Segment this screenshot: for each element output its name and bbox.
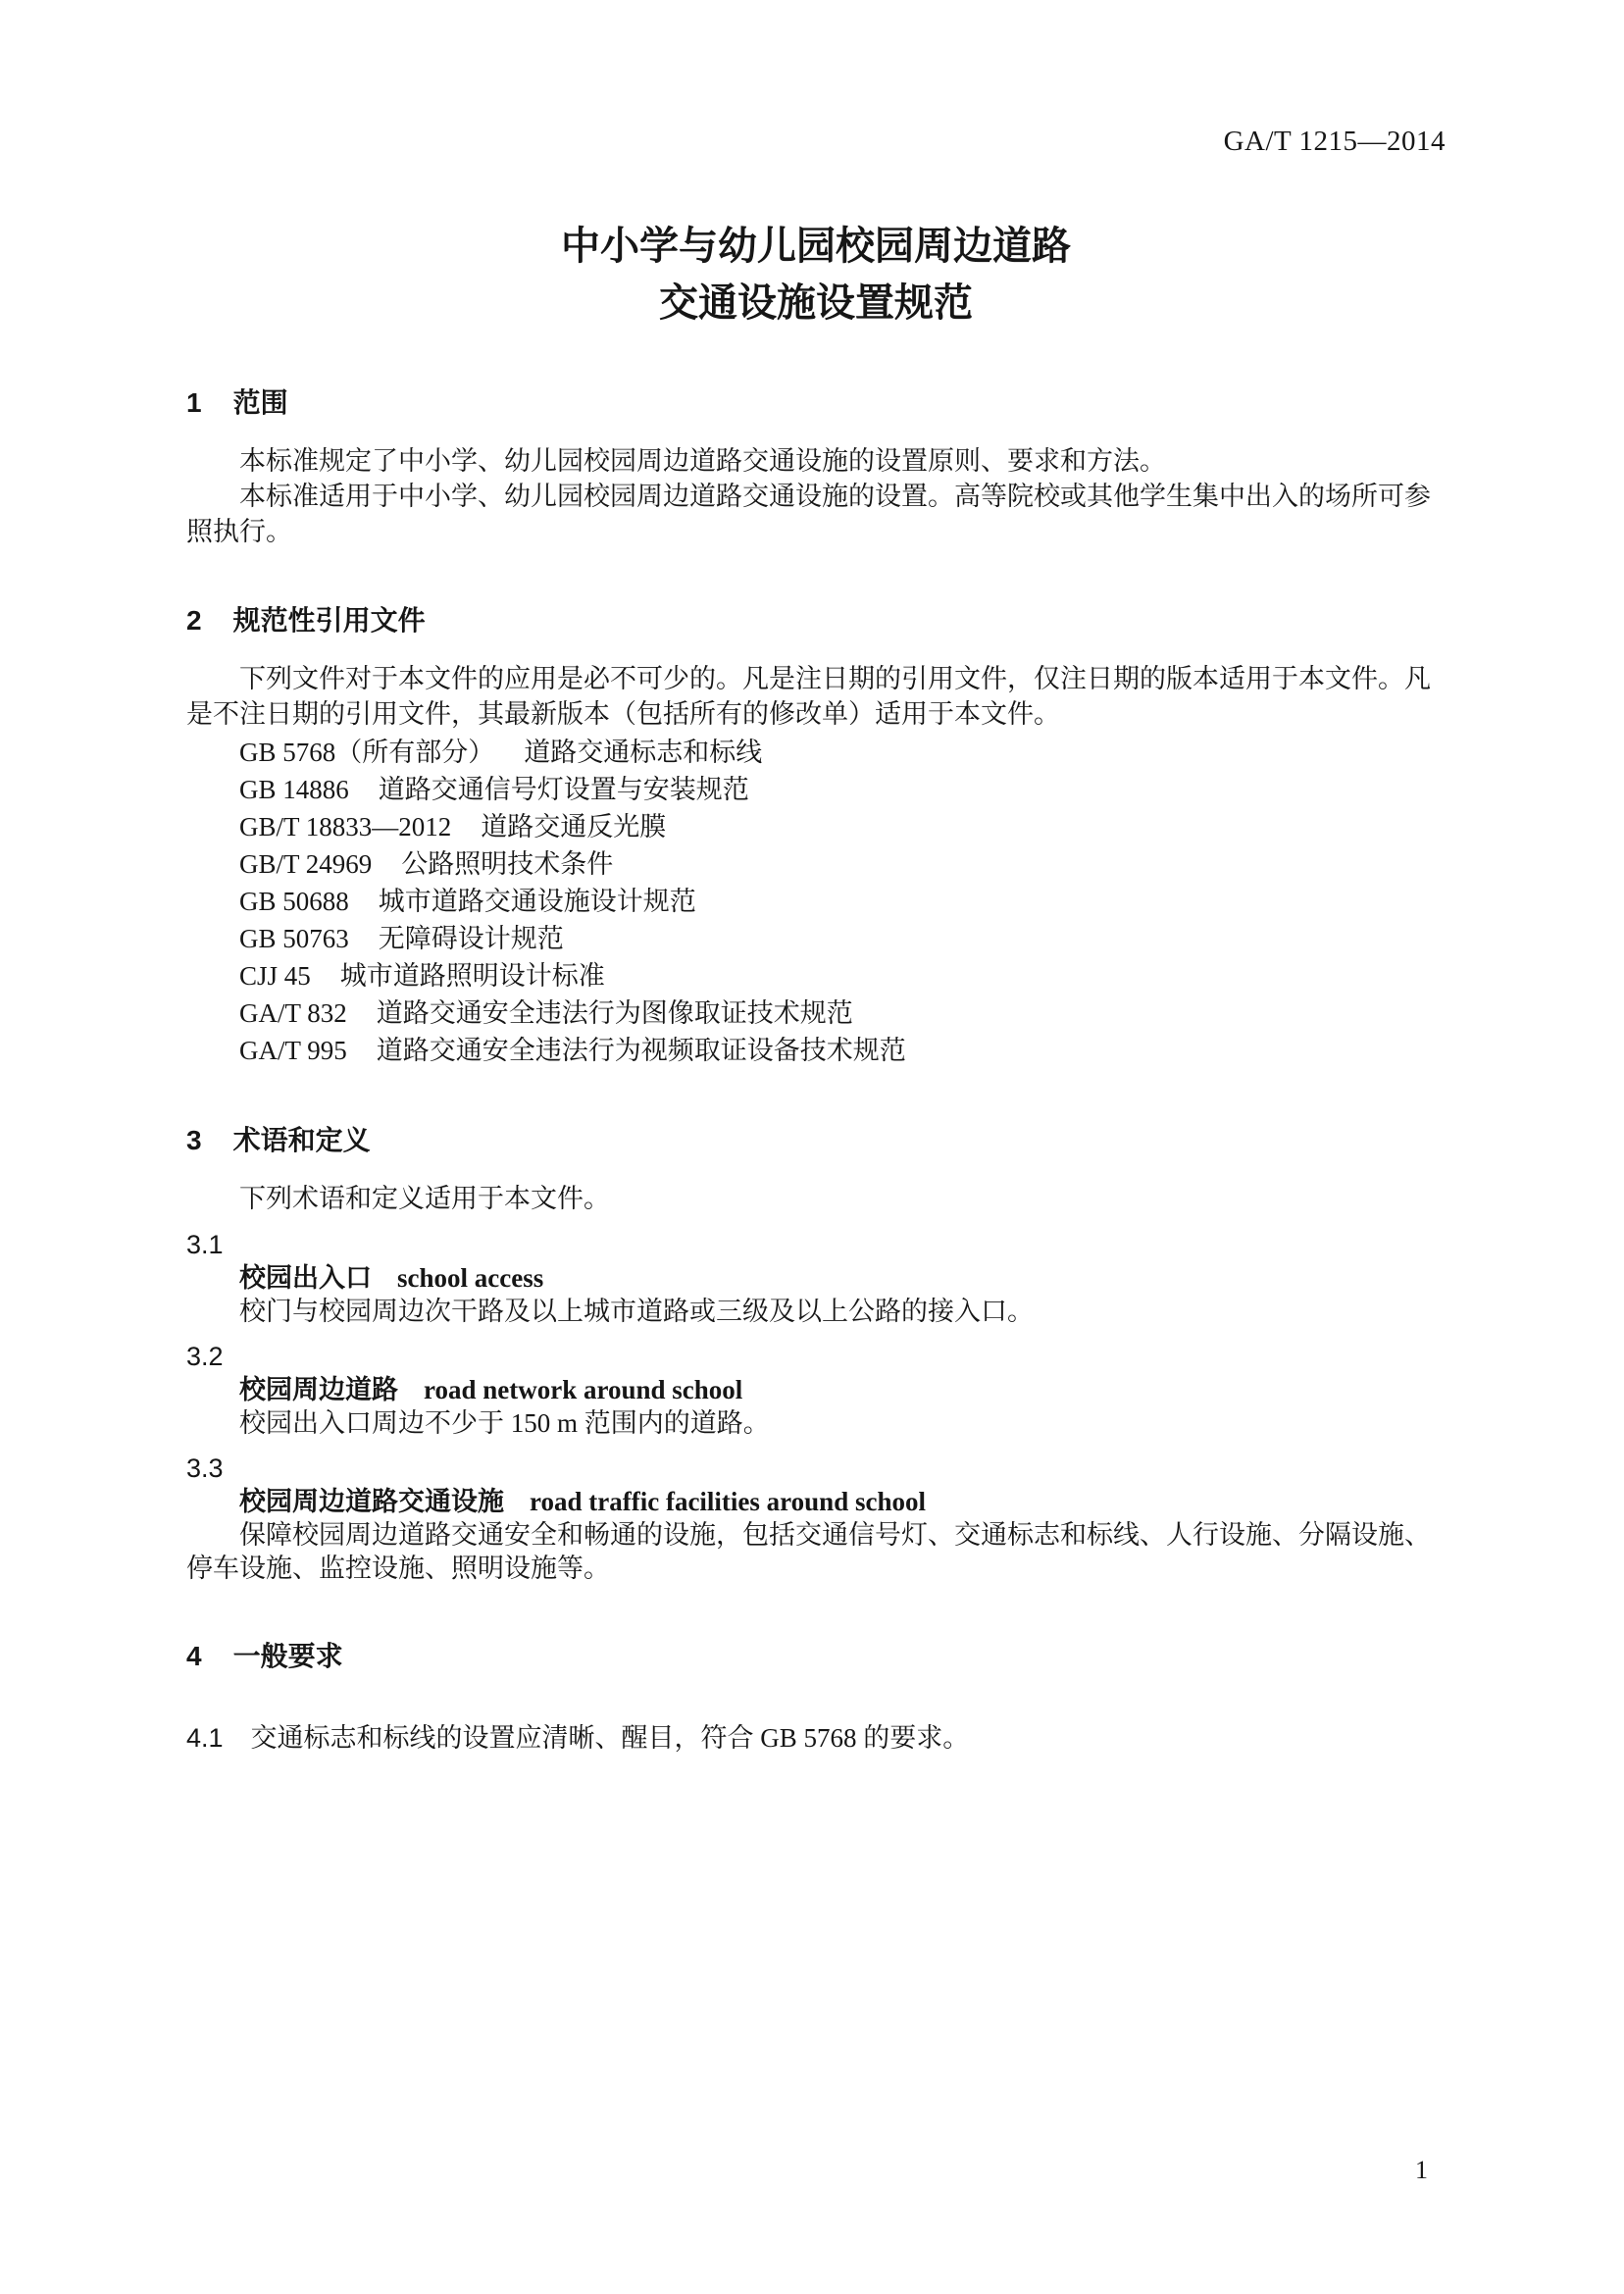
section-title: 范围: [232, 387, 288, 418]
reference-title: 道路交通反光膜: [481, 812, 667, 841]
term-name-zh: 校园周边道路交通设施: [239, 1487, 504, 1516]
term-number: 3.3: [186, 1453, 224, 1483]
reference-code: GB 50688: [239, 887, 349, 916]
section-number: 3: [186, 1125, 202, 1155]
reference-code: GA/T 832: [239, 998, 347, 1028]
clause-text: 交通标志和标线的设置应清晰、醒目，符合 GB 5768 的要求。: [250, 1723, 970, 1753]
term-name-en: road network around school: [424, 1375, 743, 1404]
clause-4-1: [186, 1720, 1446, 1756]
reference-item: [186, 845, 1446, 883]
reference-title: 道路交通安全违法行为图像取证技术规范: [376, 998, 853, 1028]
document-title-line1: 中小学与幼儿园校园周边道路: [561, 225, 1071, 268]
reference-item: [186, 883, 1446, 920]
reference-item: [186, 994, 1446, 1032]
doc-number: GA/T 1215—2014: [1223, 126, 1446, 157]
section-title: 术语和定义: [232, 1125, 371, 1155]
reference-item: [186, 957, 1446, 994]
reference-code: GA/T 995: [239, 1036, 347, 1065]
section-heading-3: [186, 1124, 1446, 1157]
term-name: [186, 1261, 1446, 1295]
term-name-en: school access: [397, 1263, 544, 1293]
term-definition: 校园出入口周边不少于 150 m 范围内的道路。: [239, 1408, 770, 1438]
reference-code: CJJ 45: [239, 961, 311, 991]
section-number: 4: [186, 1641, 202, 1671]
reference-title: 公路照明技术条件: [401, 849, 614, 879]
reference-title: 无障碍设计规范: [378, 924, 564, 953]
reference-code: GB/T 24969: [239, 849, 373, 879]
reference-title: 城市道路交通设施设计规范: [378, 887, 696, 916]
section-number: 2: [186, 605, 202, 636]
section-title: 一般要求: [232, 1641, 343, 1671]
section-heading-1: [186, 386, 1446, 420]
term-definition: 保障校园周边道路交通安全和畅通的设施，包括交通信号灯、交通标志和标线、人行设施、分隔设施、停车设施、监控设施、照明设施等。: [186, 1520, 1431, 1583]
section-title: 规范性引用文件: [232, 605, 426, 636]
page-content: [186, 0, 1446, 1756]
document-title: [186, 218, 1446, 331]
reference-item: [186, 808, 1446, 845]
paragraph: 本标准规定了中小学、幼儿园校园周边道路交通设施的设置原则、要求和方法。: [239, 446, 1166, 476]
document-title-line2: 交通设施设置规范: [659, 281, 973, 325]
page-number: 1: [1415, 2156, 1428, 2184]
reference-item: [186, 771, 1446, 808]
reference-title: 道路交通信号灯设置与安装规范: [378, 775, 749, 804]
reference-list: [186, 734, 1446, 1069]
term-name: [186, 1373, 1446, 1406]
section-heading-4: [186, 1640, 1446, 1673]
terms-block: [186, 1228, 1446, 1585]
reference-item: [186, 920, 1446, 957]
reference-item: [186, 1032, 1446, 1069]
reference-code: GB 5768（所有部分）: [239, 738, 495, 767]
section-heading-2: [186, 604, 1446, 637]
term-name-en: road traffic facilities around school: [530, 1487, 926, 1516]
reference-title: 城市道路照明设计标准: [339, 961, 605, 991]
reference-item: [186, 734, 1446, 771]
paragraph: 下列术语和定义适用于本文件。: [239, 1184, 610, 1213]
clause-number: 4.1: [186, 1723, 224, 1753]
term-name-zh: 校园出入口: [239, 1263, 372, 1293]
paragraph: 下列文件对于本文件的应用是必不可少的。凡是注日期的引用文件，仅注日期的版本适用于本文件。凡是不注日期的引用文件，其最新版本（包括所有的修改单）适用于本文件。: [186, 664, 1431, 729]
reference-title: 道路交通安全违法行为视频取证设备技术规范: [376, 1036, 906, 1065]
term-number: 3.1: [186, 1230, 224, 1259]
paragraph: 本标准适用于中小学、幼儿园校园周边道路交通设施的设置。高等院校或其他学生集中出入的场所可参照执行。: [186, 482, 1431, 546]
term-name-zh: 校园周边道路: [239, 1375, 398, 1404]
section-number: 1: [186, 387, 202, 418]
reference-code: GB 50763: [239, 924, 349, 953]
reference-title: 道路交通标志和标线: [524, 738, 763, 767]
term-definition: 校门与校园周边次干路及以上城市道路或三级及以上公路的接入口。: [239, 1297, 1034, 1326]
reference-code: GB/T 18833—2012: [239, 812, 452, 841]
term-name: [186, 1485, 1446, 1518]
reference-code: GB 14886: [239, 775, 349, 804]
term-number: 3.2: [186, 1342, 224, 1371]
